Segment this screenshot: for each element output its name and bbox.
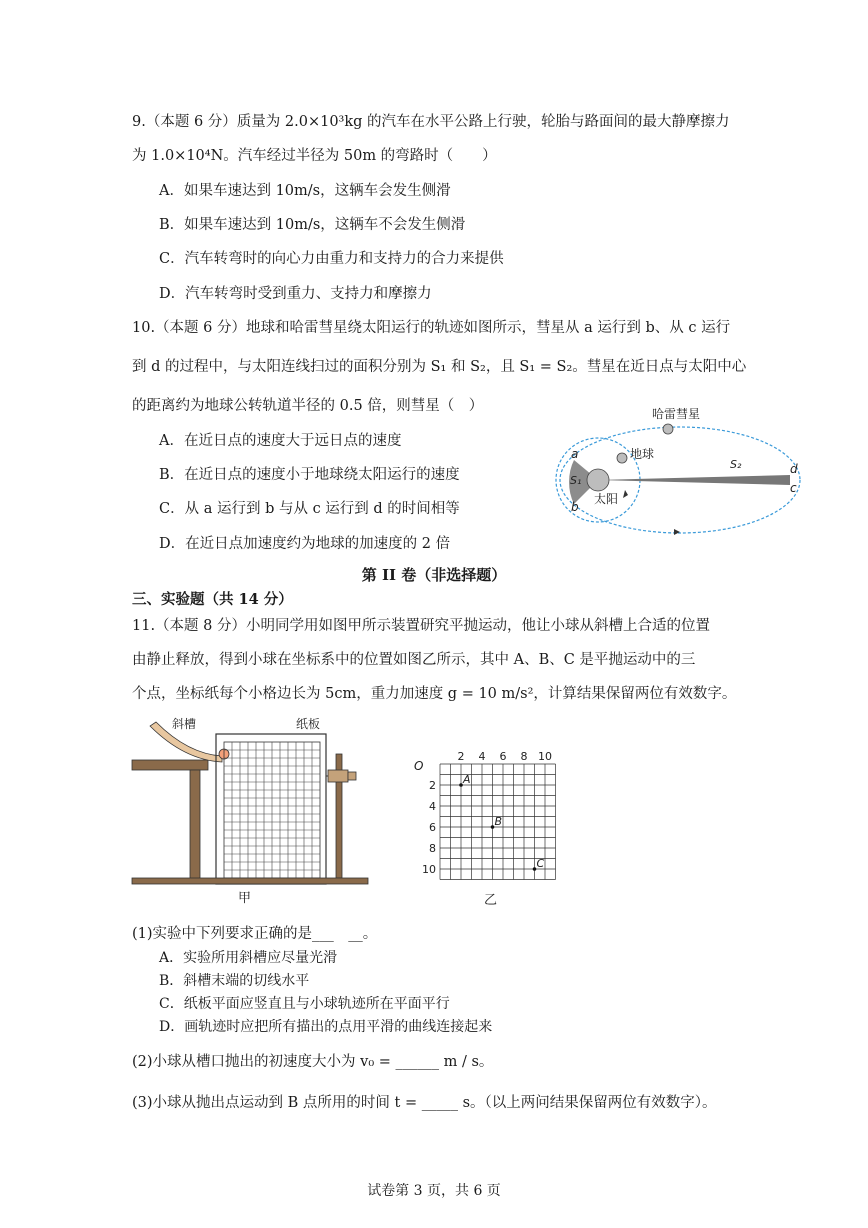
x-tick-label: 10: [538, 750, 552, 763]
earth-orbit-arrow: [623, 490, 628, 498]
x-tick-label: 4: [478, 750, 486, 763]
board-label: 纸板: [296, 717, 321, 731]
q10-stem-line3: 的距离约为地球公转轨道半径的 0.5 倍，则彗星（ ）: [132, 398, 484, 414]
section3-title: 三、实验题（共 14 分）: [132, 591, 293, 608]
fig-jia-caption: 甲: [238, 891, 252, 906]
table-top: [132, 760, 208, 770]
sun: [587, 469, 609, 491]
comet-label: 哈雷彗星: [652, 407, 701, 421]
point-d-label: d: [790, 462, 798, 476]
y-tick-label: 4: [429, 800, 436, 813]
orbit-diagram: [550, 400, 810, 540]
chute-label: 斜槽: [172, 717, 197, 731]
q10-option-c: C．从 a 运行到 b 与从 c 运行到 d 的时间相等: [159, 501, 460, 517]
q10-stem-line1: 10.（本题 6 分）地球和哈雷彗星绕太阳运行的轨迹如图所示，彗星从 a 运行到 b、从 c 运行: [132, 320, 731, 336]
q11-sub1-option-d: D．画轨迹时应把所有描出的点用平滑的曲线连接起来: [159, 1019, 493, 1035]
q11-sub1-option-c: C．纸板平面应竖直且与小球轨迹所在平面平行: [159, 996, 450, 1012]
q11-sub2: (2)小球从槽口抛出的初速度大小为 v₀ = ______ m / s。: [132, 1054, 494, 1070]
q11-stem-line3: 个点，坐标纸每个小格边长为 5cm，重力加速度 g = 10 m/s²，计算结果保留两位有效数字。: [132, 686, 737, 702]
part2-title: 第 II 卷（非选择题）: [361, 566, 507, 584]
point-b-label: b: [571, 500, 579, 514]
x-tick-label: 8: [520, 750, 528, 763]
q9-option-c: C．汽车转弯时的向心力由重力和支持力的合力来提供: [159, 251, 504, 267]
board-grid: [224, 742, 320, 878]
q10-option-b: B．在近日点的速度小于地球绕太阳运行的速度: [159, 467, 460, 483]
area-s2: [598, 475, 790, 485]
y-tick-label: 2: [429, 779, 436, 792]
point-c-label: c: [790, 481, 797, 495]
q10-option-d: D．在近日点加速度约为地球的加速度的 2 倍: [159, 536, 451, 552]
board-frame: [216, 734, 326, 884]
q9-option-d: D．汽车转弯时受到重力、支持力和摩擦力: [159, 286, 432, 302]
stand-knob: [348, 772, 356, 780]
page-footer: 试卷第 3 页，共 6 页: [367, 1183, 501, 1199]
earth-label: 地球: [630, 447, 655, 461]
s2-label: S₂: [730, 458, 742, 471]
comet: [663, 424, 673, 434]
q9-stem-line1: 9.（本题 6 分）质量为 2.0×10³kg 的汽车在水平公路上行驶，轮胎与路面间的最大静摩擦力: [132, 114, 730, 130]
y-tick-label: 6: [429, 821, 436, 834]
stand-clamp: [328, 770, 348, 782]
origin-label: O: [414, 759, 424, 773]
q11-stem-line1: 11.（本题 8 分）小明同学用如图甲所示装置研究平抛运动，他让小球从斜槽上合适的位置: [132, 618, 710, 634]
base: [132, 878, 368, 884]
orbit-arrow: [674, 529, 680, 535]
trajectory-points: [459, 773, 544, 871]
x-tick-label: 6: [499, 750, 507, 763]
q11-sub1: (1)实验中下列要求正确的是___ __。: [132, 926, 378, 942]
y-tick-label: 10: [422, 863, 436, 876]
q9-option-a: A．如果车速达到 10m/s，这辆车会发生侧滑: [159, 183, 451, 199]
q10-option-a: A．在近日点的速度大于远日点的速度: [159, 433, 402, 449]
q11-sub1-option-a: A．实验所用斜槽应尽量光滑: [159, 950, 338, 966]
point-label-b: B: [494, 815, 503, 828]
earth: [617, 453, 627, 463]
s1-label: S₁: [570, 474, 582, 487]
q10-stem-line2: 到 d 的过程中，与太阳连线扫过的面积分别为 S₁ 和 S₂，且 S₁ = S₂。彗星在近日点与太阳中心: [132, 359, 747, 375]
x-tick-label: 2: [457, 750, 465, 763]
q11-sub1-option-b: B．斜槽末端的切线水平: [159, 973, 310, 989]
x-tick-labels: [458, 750, 553, 763]
point-label-a: A: [463, 773, 471, 786]
coordinate-grid-figure: [412, 744, 572, 909]
y-tick-labels: [422, 779, 436, 876]
q9-stem-line2: 为 1.0×10⁴N。汽车经过半径为 50m 的弯路时（ ）: [132, 148, 497, 164]
q9-option-b: B．如果车速达到 10m/s，这辆车不会发生侧滑: [159, 217, 466, 233]
fig-yi-caption: 乙: [484, 893, 498, 908]
point-label-c: C: [536, 857, 545, 870]
q11-stem-line2: 由静止释放，得到小球在坐标系中的位置如图乙所示，其中 A、B、C 是平抛运动中的三: [132, 652, 696, 668]
sun-label: 太阳: [594, 492, 619, 506]
apparatus-figure: [128, 714, 378, 909]
point-a-label: a: [571, 447, 579, 461]
q11-sub3: (3)小球从抛出点运动到 B 点所用的时间 t = _____ s。（以上两问结果保留两位有效数字）。: [132, 1095, 717, 1111]
table-leg: [190, 770, 200, 880]
y-tick-label: 8: [429, 842, 436, 855]
